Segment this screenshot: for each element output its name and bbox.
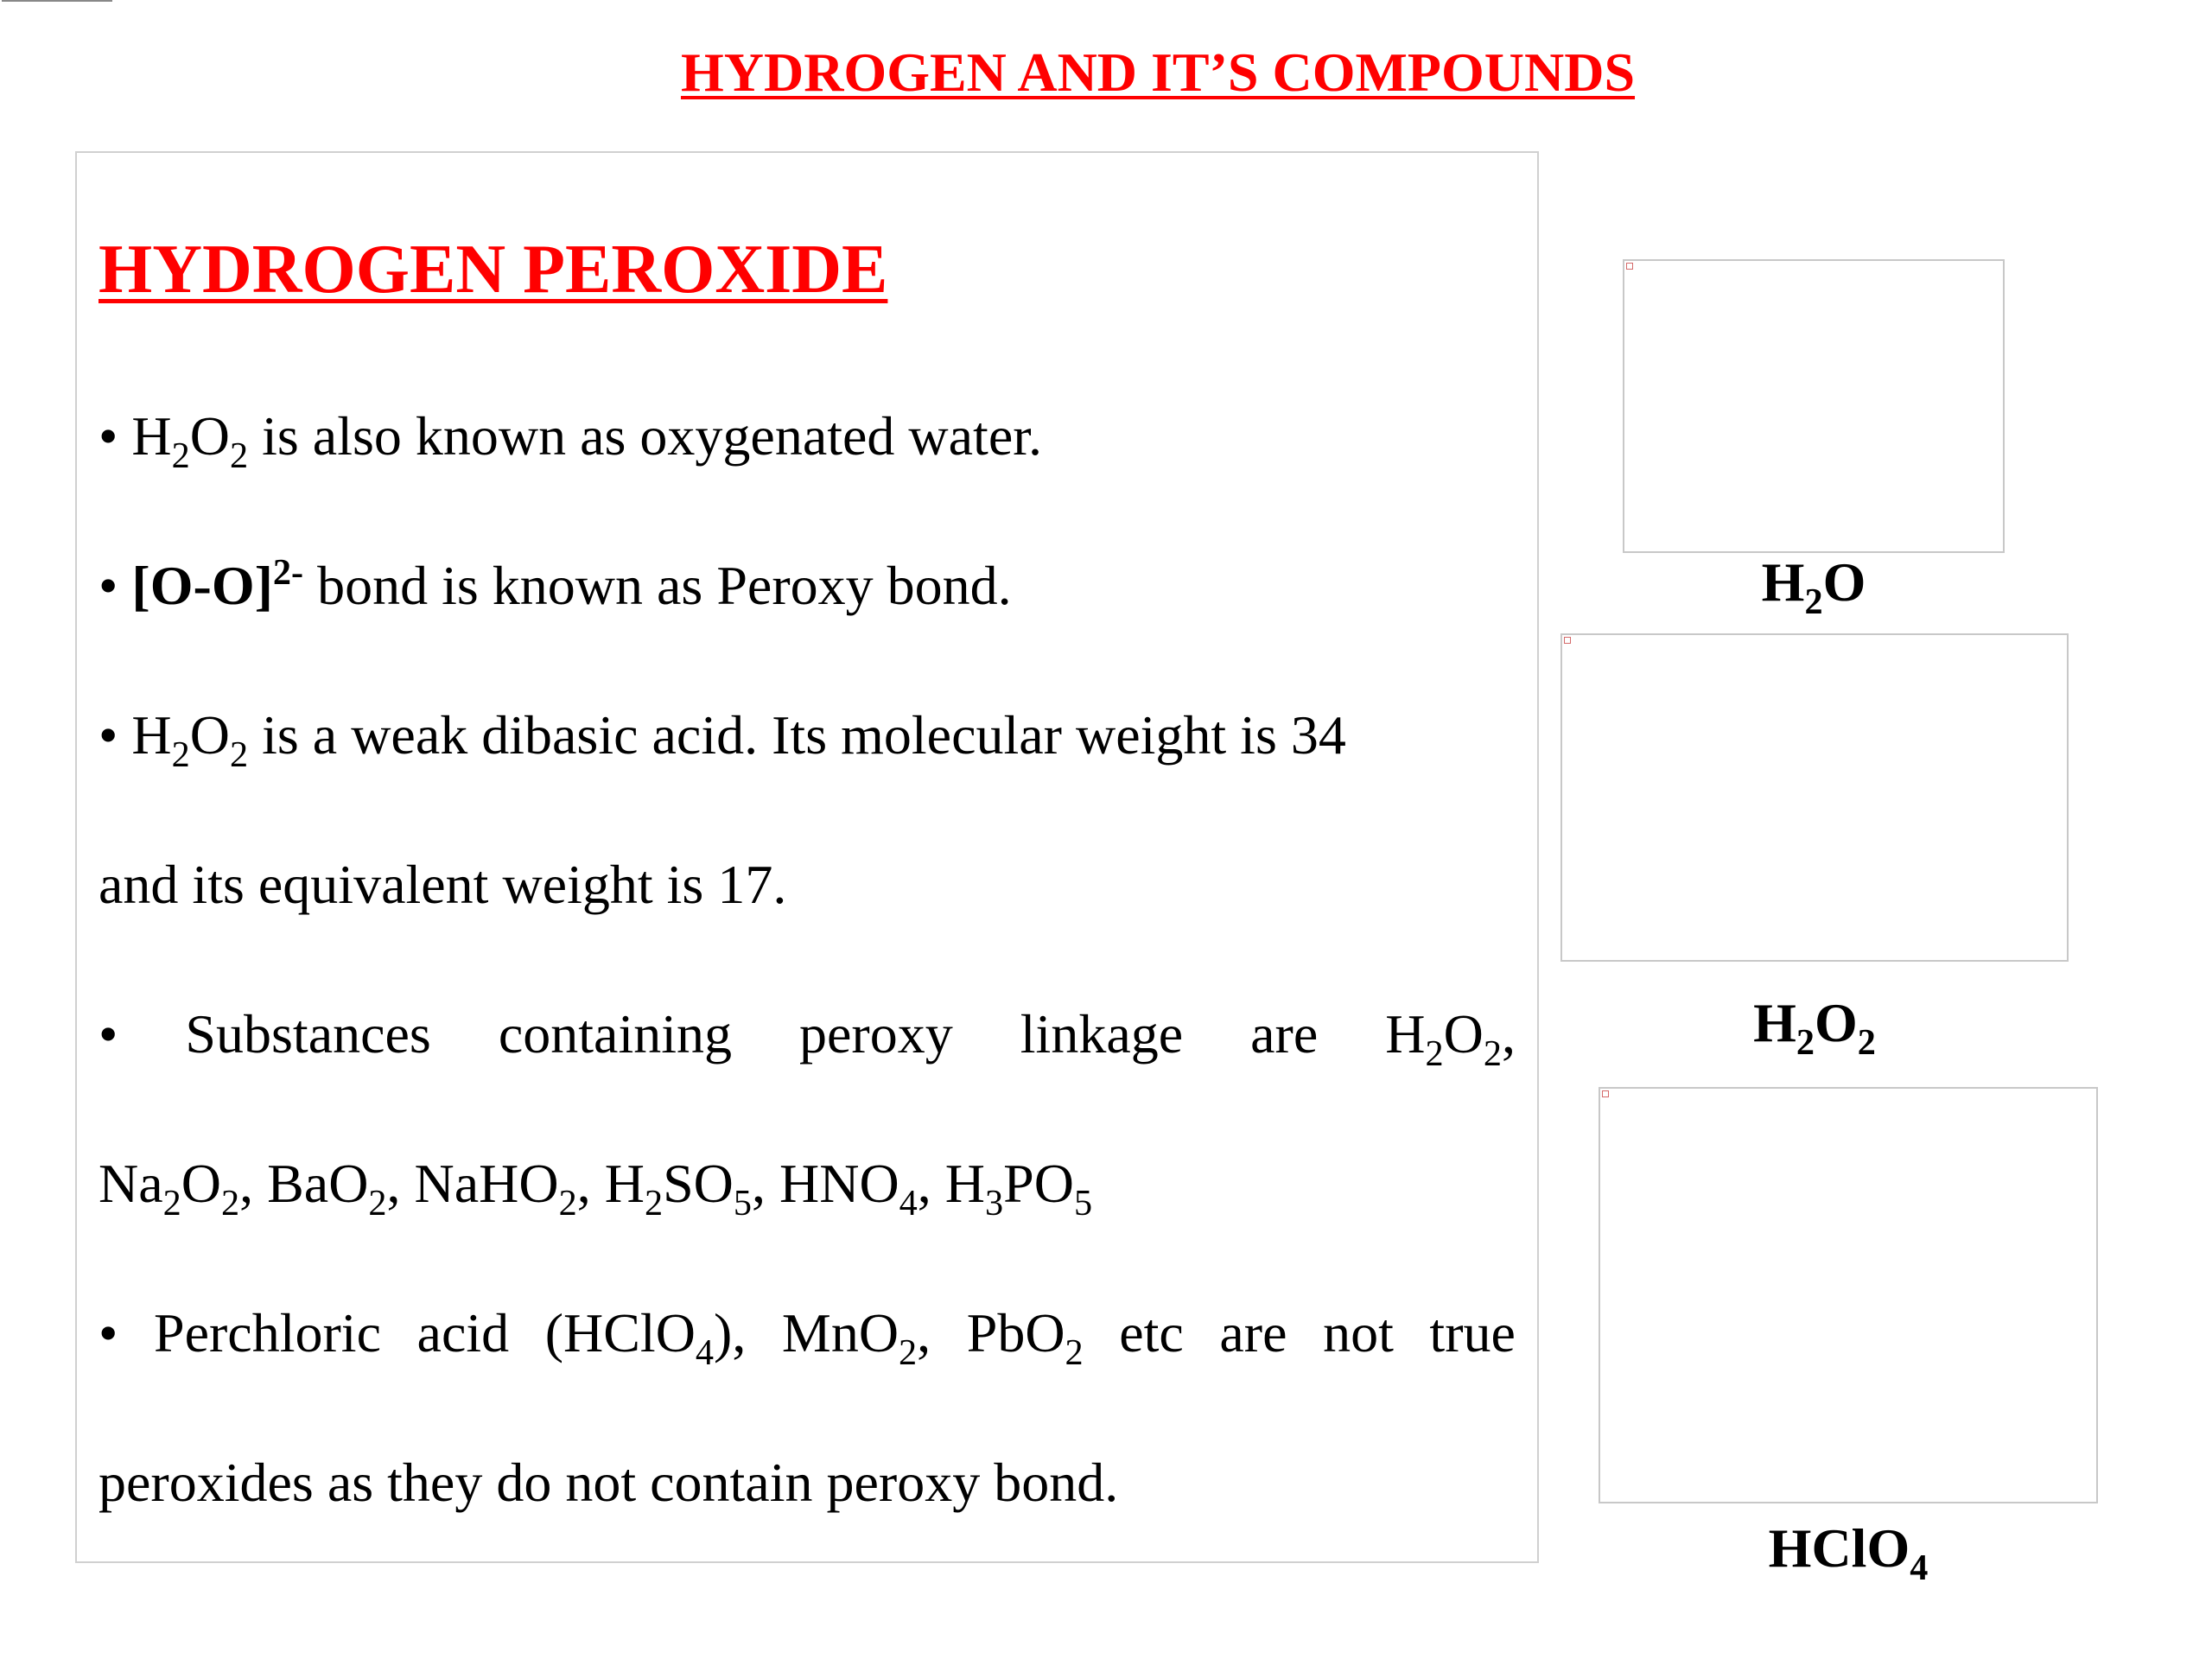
- word: true: [1429, 1302, 1516, 1363]
- text-run: O: [1815, 992, 1858, 1053]
- bullet-1: [99, 402, 1516, 476]
- subscript: 4: [899, 1182, 918, 1224]
- header-scribble: [2, 0, 112, 4]
- word: [544, 1299, 747, 1373]
- text-run: H: [131, 704, 172, 766]
- text-run: , H: [576, 1153, 645, 1214]
- word: are: [1219, 1302, 1287, 1363]
- text-run: H: [131, 405, 172, 467]
- word: containing: [498, 1003, 732, 1065]
- word: [781, 1299, 931, 1373]
- subscript: 2: [899, 1332, 918, 1373]
- word: not: [1323, 1302, 1394, 1363]
- bullet-5: [99, 1299, 1516, 1373]
- bullet-marker: •: [99, 1003, 118, 1065]
- page-title: HYDROGEN AND IT’S COMPOUNDS: [680, 41, 1636, 103]
- bullet-2: [99, 551, 1516, 620]
- subscript: 4: [1910, 1547, 1929, 1588]
- header-scribble-line: [2, 0, 112, 2]
- text-run: , BaO: [239, 1153, 369, 1214]
- text-run: PO: [1003, 1153, 1074, 1214]
- text-run: Na: [99, 1153, 163, 1214]
- bullet-4: [99, 1000, 1516, 1074]
- word: peroxy: [799, 1003, 953, 1065]
- text-run: PbO: [966, 1302, 1065, 1363]
- subscript: 2: [368, 1182, 387, 1224]
- word: Perchloric: [153, 1302, 381, 1363]
- text-run: H: [1761, 551, 1805, 613]
- text-run: O: [1822, 551, 1866, 613]
- subscript: 2: [171, 435, 190, 476]
- text-run: (HClO: [544, 1302, 696, 1363]
- subscript: 2: [1857, 1021, 1876, 1063]
- subscript: 2: [1425, 1033, 1444, 1074]
- subscript: 2: [229, 435, 249, 476]
- text-run: is a weak dibasic acid. Its molecular weight is 34: [248, 704, 1346, 766]
- subscript: 2: [1483, 1033, 1502, 1074]
- h2o-structure-image: [1623, 259, 2005, 553]
- superscript: 2-: [272, 551, 304, 593]
- text-run: , H: [917, 1153, 985, 1214]
- word: acid: [416, 1302, 510, 1363]
- word: [966, 1299, 1084, 1373]
- word: etc: [1119, 1302, 1184, 1363]
- subscript: 2: [229, 734, 249, 775]
- text-run: HClO: [1768, 1517, 1910, 1579]
- word: linkage: [1020, 1003, 1184, 1065]
- text-run: , HNO: [752, 1153, 899, 1214]
- bullet-3-content: [99, 701, 1346, 775]
- word: are: [1250, 1003, 1319, 1065]
- bullet-marker: •: [99, 704, 118, 766]
- text-run: ),: [714, 1302, 747, 1363]
- text-run: O: [189, 405, 230, 467]
- subscript: 5: [1073, 1182, 1093, 1224]
- caption-hclo4: [1599, 1514, 2098, 1588]
- subscript: 5: [733, 1182, 752, 1224]
- subscript: 2: [558, 1182, 577, 1224]
- text-run: ,: [1501, 1003, 1516, 1065]
- section-title: HYDROGEN PEROXIDE: [99, 232, 888, 308]
- text-run: ,: [917, 1302, 931, 1363]
- subscript: 2: [220, 1182, 240, 1224]
- peroxy-formula: [O-O]: [131, 555, 273, 616]
- text-run: MnO: [781, 1302, 899, 1363]
- bullet-5-continuation: peroxides as they do not contain peroxy bond.: [99, 1452, 1119, 1513]
- subscript: 2: [162, 1182, 181, 1224]
- broken-image-icon: [1564, 637, 1571, 644]
- bullet-3: [99, 701, 1516, 775]
- bullet-4-continuation: [99, 1149, 1516, 1224]
- text-run: H: [1385, 1003, 1426, 1065]
- text-run: H: [1753, 992, 1796, 1053]
- h2o2-structure-image: [1560, 633, 2069, 962]
- bullet-marker: •: [99, 1302, 118, 1363]
- text-run: , NaHO: [386, 1153, 559, 1214]
- word: Substances: [185, 1003, 431, 1065]
- bullet-marker: •: [99, 405, 118, 467]
- text-run: O: [1443, 1003, 1484, 1065]
- caption-h2o: [1623, 548, 2005, 622]
- subscript: 4: [695, 1332, 715, 1373]
- subscript: 2: [1804, 581, 1823, 622]
- broken-image-icon: [1602, 1090, 1609, 1097]
- broken-image-icon: [1626, 263, 1633, 270]
- subscript: 2: [1065, 1332, 1084, 1373]
- bullet-3-continuation: and its equivalent weight is 17.: [99, 854, 787, 915]
- subscript: 2: [644, 1182, 664, 1224]
- subscript: 2: [171, 734, 190, 775]
- subscript: 3: [985, 1182, 1004, 1224]
- text-run: is also known as oxygenated water.: [248, 405, 1042, 467]
- caption-h2o2: [1560, 988, 2069, 1063]
- bullet-marker: •: [99, 555, 118, 616]
- hclo4-structure-image: [1599, 1087, 2098, 1503]
- text-run: O: [189, 704, 230, 766]
- text-run: bond is known as Peroxy bond.: [303, 555, 1012, 616]
- subscript: 2: [1796, 1021, 1815, 1063]
- formula: [1385, 1000, 1516, 1074]
- text-run: O: [181, 1153, 221, 1214]
- text-run: SO: [663, 1153, 734, 1214]
